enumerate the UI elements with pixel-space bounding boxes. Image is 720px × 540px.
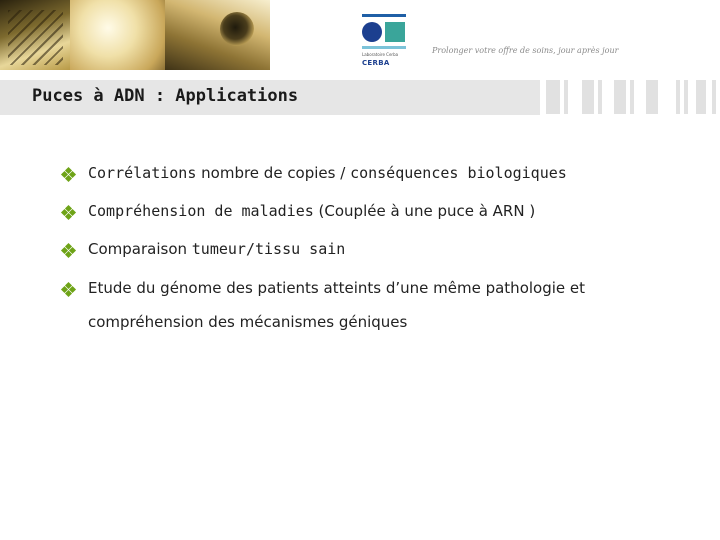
logo-mid-bar — [362, 46, 406, 49]
barcode-bar — [676, 80, 680, 114]
barcode-bar — [696, 80, 706, 114]
barcode-bar — [598, 80, 602, 114]
tagline: Prolonger votre offre de soins, jour après jour — [432, 46, 619, 55]
photo-panel-middle — [70, 0, 165, 70]
logo-circle — [362, 22, 382, 42]
logo-square — [385, 22, 405, 42]
barcode-bar — [712, 80, 716, 114]
bullet-item — [62, 271, 682, 339]
logo-name: CERBA — [362, 59, 390, 67]
cerba-logo — [360, 12, 408, 68]
diamond-bullet-icon — [62, 283, 75, 296]
bullet-item — [62, 202, 682, 221]
bullet-bold-text: Compréhension de maladies — [88, 202, 314, 220]
header-photo — [0, 0, 270, 70]
barcode-bar — [582, 80, 594, 114]
diamond-bullet-icon — [62, 206, 75, 219]
slide-title: Puces à ADN : Applications — [32, 86, 299, 106]
diamond-bullet-icon — [62, 244, 75, 257]
photo-microscope — [220, 12, 254, 46]
barcode-bar — [564, 80, 568, 114]
bullet-list — [62, 164, 682, 358]
barcode-bar — [630, 80, 634, 114]
diamond-bullet-icon — [62, 168, 75, 181]
barcode-bar — [684, 80, 688, 114]
barcode-decoration — [544, 80, 720, 114]
bullet-text: (Couplée à une puce à ARN ) — [313, 202, 536, 220]
bullet-bold-text: Corrélations — [88, 164, 197, 182]
barcode-bar — [646, 80, 658, 114]
bullet-text: nombre de copies / — [196, 164, 351, 182]
bullet-item — [62, 240, 682, 259]
photo-panel-right — [165, 0, 270, 70]
bullet-text: Etude du génome des patients atteints d’une même pathologie et compréhension des mécanismes géniques — [88, 279, 586, 331]
barcode-bar — [614, 80, 626, 114]
bullet-item — [62, 164, 682, 183]
bullet-bold-text: conséquences biologiques — [350, 164, 567, 182]
barcode-bar — [546, 80, 560, 114]
bullet-bold-text: tumeur/tissu sain — [191, 240, 346, 258]
logo-subtitle: Laboratoire Cerba — [362, 52, 399, 57]
logo-top-bar — [362, 14, 406, 17]
photo-rack — [8, 10, 63, 65]
bullet-text: Comparaison — [88, 240, 192, 258]
